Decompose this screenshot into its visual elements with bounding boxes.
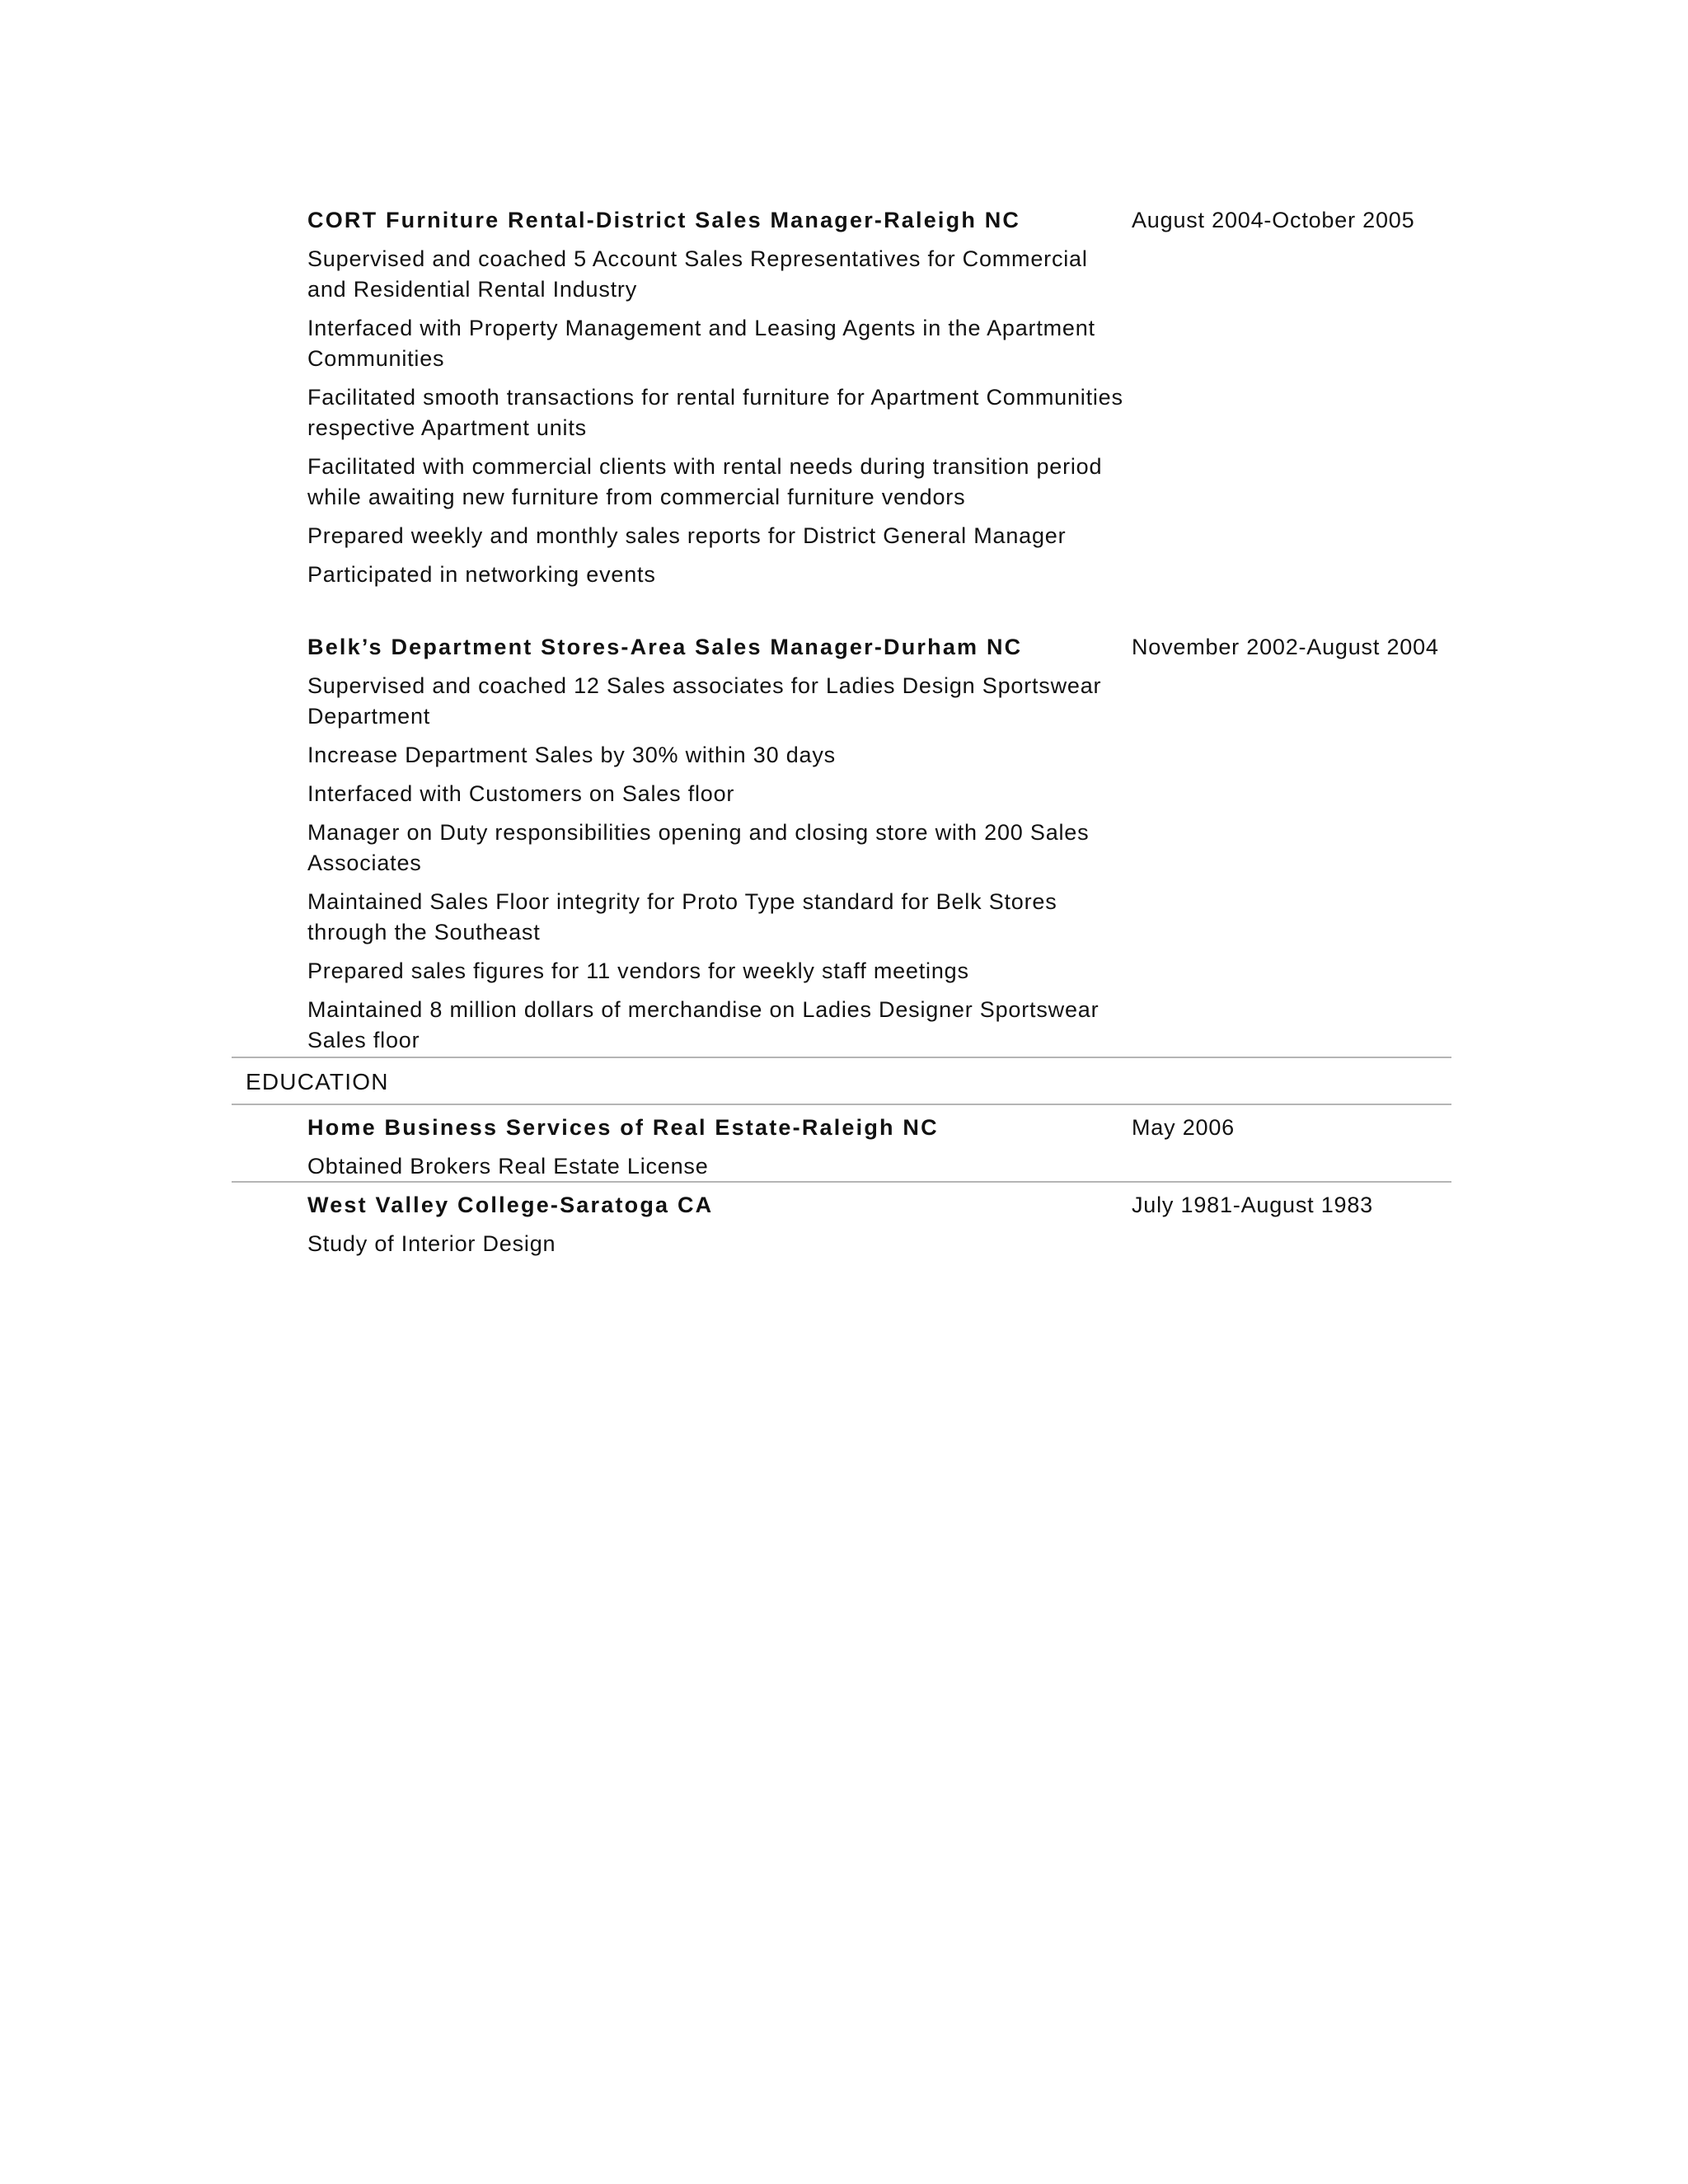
job-duty: Maintained Sales Floor integrity for Proto Type standard for Belk Stores through the Southeast	[307, 889, 1057, 944]
job-duty: Supervised and coached 5 Account Sales Representatives for Commercial and Residential Rental Industry	[307, 246, 1088, 302]
job-title: Belk’s Department Stores-Area Sales Manager-Durham NC	[307, 635, 1023, 659]
school-title: Home Business Services of Real Estate-Raleigh NC	[307, 1115, 939, 1140]
education-details-list	[307, 1229, 1132, 1259]
education-heading: EDUCATION	[246, 1069, 389, 1094]
education-entry-real-estate	[307, 1113, 1132, 1182]
education-date: May 2006	[1132, 1115, 1235, 1140]
job-duty: Interfaced with Property Management and Leasing Agents in the Apartment Communities	[307, 316, 1095, 371]
job-duty: Prepared weekly and monthly sales reports for District General Manager	[307, 523, 1067, 548]
job-duties-list	[307, 671, 1132, 1056]
job-duty: Facilitated smooth transactions for rental furniture for Apartment Communities respective Apartment units	[307, 385, 1123, 440]
experience-entry-cort	[307, 205, 1132, 590]
job-duty: Supervised and coached 12 Sales associates for Ladies Design Sportswear Department	[307, 673, 1102, 729]
education-details-list	[307, 1151, 1132, 1182]
job-duty: Maintained 8 million dollars of merchandise on Ladies Designer Sportswear Sales floor	[307, 997, 1100, 1052]
job-duty: Prepared sales figures for 11 vendors for weekly staff meetings	[307, 958, 969, 983]
job-duty: Facilitated with commercial clients with rental needs during transition period while awaiting new furniture from commercial furniture vendors	[307, 454, 1103, 509]
job-duty: Participated in networking events	[307, 562, 656, 587]
section-divider	[232, 1057, 1451, 1058]
job-duty: Interfaced with Customers on Sales floor	[307, 781, 735, 806]
school-title: West Valley College-Saratoga CA	[307, 1193, 714, 1217]
education-date: July 1981-August 1983	[1132, 1193, 1373, 1217]
entry-divider	[232, 1181, 1451, 1183]
job-date: November 2002-August 2004	[1132, 635, 1439, 659]
job-title: CORT Furniture Rental-District Sales Manager-Raleigh NC	[307, 208, 1021, 232]
job-date: August 2004-October 2005	[1132, 208, 1415, 232]
job-duty: Manager on Duty responsibilities opening and closing store with 200 Sales Associates	[307, 820, 1090, 875]
education-entry-west-valley	[307, 1190, 1132, 1259]
section-divider	[232, 1104, 1451, 1105]
education-detail: Study of Interior Design	[307, 1231, 556, 1256]
job-duty: Increase Department Sales by 30% within 30 days	[307, 743, 836, 767]
job-duties-list	[307, 244, 1132, 590]
education-detail: Obtained Brokers Real Estate License	[307, 1154, 709, 1179]
experience-entry-belks	[307, 632, 1132, 1056]
